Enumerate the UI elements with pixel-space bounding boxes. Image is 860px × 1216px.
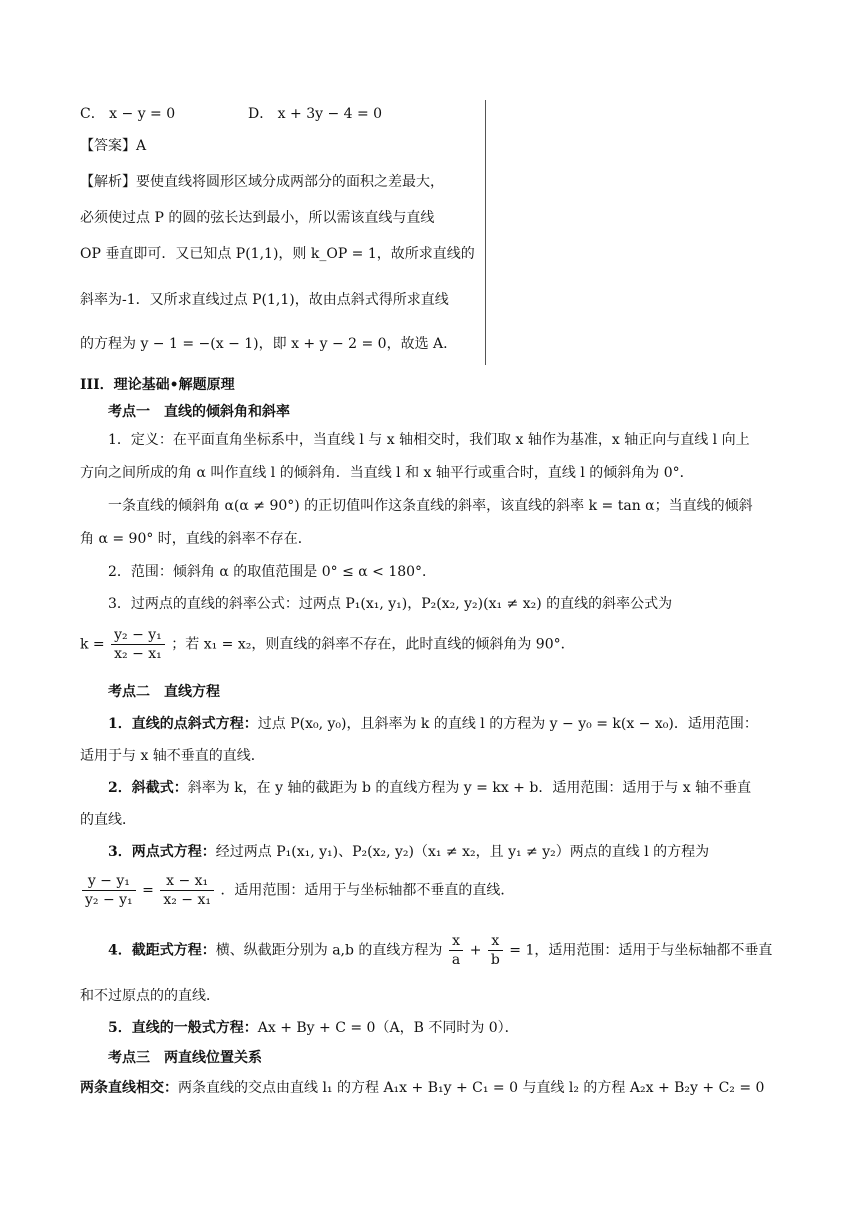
topic2-p1b: 适用于与 x 轴不垂直的直线． (80, 748, 265, 764)
intercept-fraction-a: $\frac{x}{a}$ (449, 932, 463, 969)
topic2-p5: 5．直线的一般式方程：Ax + By + C = 0（A，B 不同时为 0）． (108, 1020, 519, 1036)
intercept-fraction-b: $\frac{x}{b}$ (488, 932, 503, 969)
option-c: C． x − y = 0 (80, 106, 176, 122)
analysis-line-4: 斜率为-1．又所求直线过点 P(1,1)，故由点斜式得所求直线 (80, 292, 449, 308)
analysis-line-2: 必须使过点 P 的圆的弦长达到最小，所以需该直线与直线 (80, 210, 435, 226)
topic1-p4a: 3．过两点的直线的斜率公式：过两点 P₁(x₁, y₁)，P₂(x₂, y₂)(x₁ ≠ x₂) 的直线的斜率公式为 (108, 596, 673, 612)
section-title: III．理论基础•解题原理 (80, 377, 235, 393)
topic2-p1a: 1．直线的点斜式方程：过点 P(x₀, y₀)，且斜率为 k 的直线 l 的方程为 y − y₀ = k(x − x₀)．适用范围： (108, 716, 758, 732)
two-point-fraction-right: $\frac{\text{x − x₁}}{\text{x₂ − x₁}}$ (160, 872, 214, 909)
topic1-p1a: 1．定义：在平面直角坐标系中，当直线 l 与 x 轴相交时，我们取 x 轴作为基准，x 轴正向与直线 l 向上 (108, 432, 750, 448)
topic1-p4b: k = $\frac{\text{y₂ − y₁}}{\text{x₂ − x₁}}$ ；若 x₁ = x₂，则直线的斜率不存在，此时直线的倾斜角为 90°． (80, 627, 575, 662)
option-d: D． x + 3y − 4 = 0 (248, 106, 383, 122)
topic1-p2b: 角 α = 90° 时，直线的斜率不存在． (80, 531, 312, 547)
topic2-p2b: 的直线． (80, 812, 136, 828)
slope-fraction: $\frac{\text{y₂ − y₁}}{\text{x₂ − x₁}}$ (111, 626, 165, 663)
topic1-p3: 2．范围：倾斜角 α 的取值范围是 0° ≤ α < 180°． (108, 564, 437, 580)
analysis-line-3: OP 垂直即可．又已知点 P(1,1)，则 k_OP = 1，故所求直线的 (80, 246, 475, 262)
column-divider (485, 100, 486, 365)
two-point-fraction-left: $\frac{\text{y − y₁}}{\text{y₂ − y₁}}$ (82, 872, 136, 909)
analysis-line-1: 【解析】要使直线将圆形区域分成两部分的面积之差最大， (80, 174, 444, 190)
topic1-p1b: 方向之间所成的角 α 叫作直线 l 的倾斜角．当直线 l 和 x 轴平行或重合时，直线 l 的倾斜角为 0°． (80, 465, 694, 481)
topic2-p3a: 3．两点式方程：经过两点 P₁(x₁, y₁)、P₂(x₂, y₂)（x₁ ≠ x₂，且 y₁ ≠ y₂）两点的直线 l 的方程为 (108, 844, 710, 860)
topic2-p3b: $\frac{\text{y − y₁}}{\text{y₂ − y₁}}$ = $\frac{\text{x − x₁}}{\text{x₂ − x₁}}$ ．适用范围：适用于与坐标轴都不垂直的直线． (80, 872, 514, 909)
topic2-title: 考点二 直线方程 (108, 684, 220, 700)
answer-label: 【答案】A (80, 138, 147, 154)
topic2-p4b: 和不过原点的的直线． (80, 988, 220, 1004)
topic1-p2a: 一条直线的倾斜角 α(α ≠ 90°) 的正切值叫作这条直线的斜率，该直线的斜率 k = tan α；当直线的倾斜 (108, 498, 753, 514)
topic2-p2a: 2．斜截式：斜率为 k，在 y 轴的截距为 b 的直线方程为 y = kx + b．适用范围：适用于与 x 轴不垂直 (108, 780, 752, 796)
topic3-p1: 两条直线相交：两条直线的交点由直线 l₁ 的方程 A₁x + B₁y + C₁ = 0 与直线 l₂ 的方程 A₂x + B₂y + C₂ = 0 (80, 1080, 765, 1096)
topic3-title: 考点三 两直线位置关系 (108, 1050, 262, 1066)
analysis-line-5: 的方程为 y − 1 = −(x − 1)，即 x + y − 2 = 0，故选 A. (80, 336, 448, 352)
topic2-p4a: 4．截距式方程：横、纵截距分别为 a,b 的直线方程为 $\frac{x}{a}$ + $\frac{x}{b}$ = 1，适用范围：适用于与坐标轴都不垂直 (108, 933, 773, 968)
topic1-title: 考点一 直线的倾斜角和斜率 (108, 404, 290, 420)
